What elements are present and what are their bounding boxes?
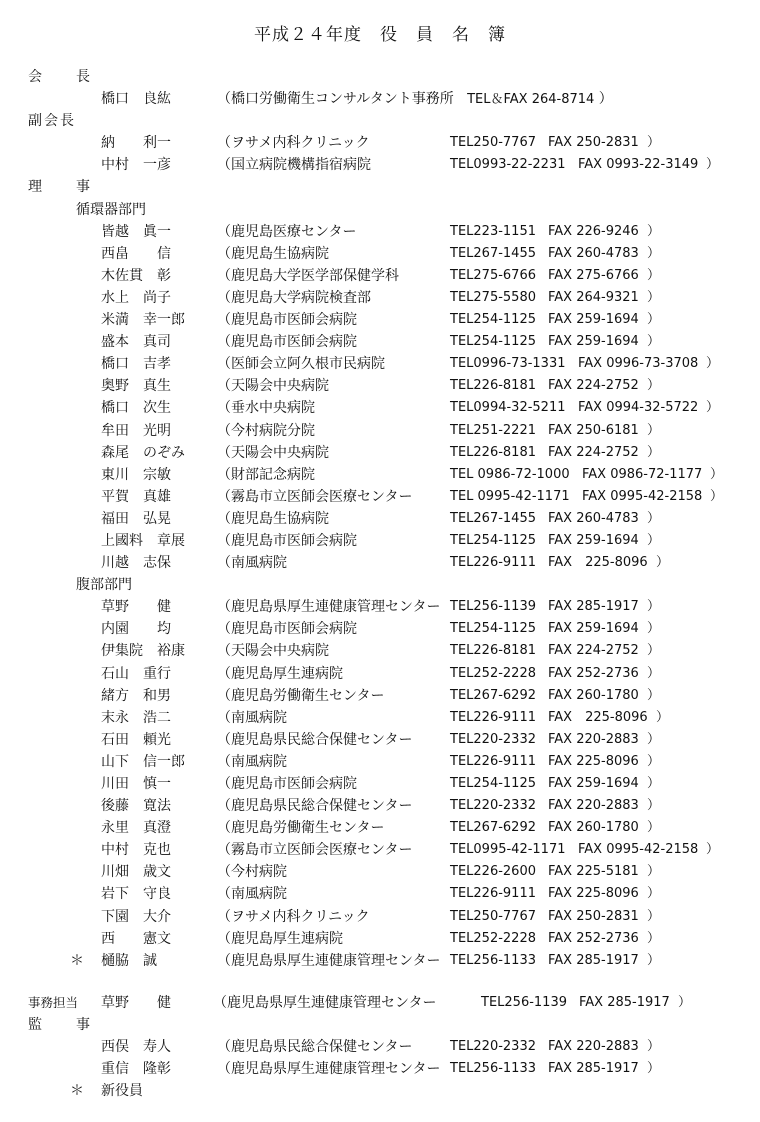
office-row <box>0 992 760 1014</box>
abdominal-member-fax: FAX 285-1917 <box>548 599 639 615</box>
abdominal-member-fax: FAX 285-1917 <box>548 952 639 968</box>
vice-president-fax: FAX 250-2831 <box>548 135 639 151</box>
circulatory-member-affiliation: （天陽会中央病院 <box>217 378 329 395</box>
circulatory-member-fax: FAX 250-6181 <box>548 422 639 438</box>
auditor-affiliation: （鹿児島県民総合保健センター <box>217 1039 413 1056</box>
circulatory-member-row <box>0 265 760 287</box>
circulatory-member-tel: TEL275-5580 <box>450 289 536 305</box>
circulatory-member-affiliation: （鹿児島市医師会病院 <box>217 334 357 351</box>
abdominal-member-name: 草野 健 <box>101 599 171 616</box>
abdominal-member-row <box>0 729 760 751</box>
abdominal-member-tel: TEL226-9111 <box>450 709 536 725</box>
abdominal-member-row <box>0 795 760 817</box>
circulatory-member-name: 盛本 真司 <box>101 334 171 351</box>
abdominal-member-affiliation: （天陽会中央病院 <box>217 643 329 660</box>
circulatory-member-affiliation: （鹿児島大学医学部保健学科 <box>217 267 399 284</box>
circulatory-member-affiliation: （今村病院分院 <box>217 422 315 439</box>
circulatory-member-fax: FAX 260-4783 <box>548 510 639 526</box>
abdominal-section-row <box>0 574 760 596</box>
circulatory-member-affiliation: （南風病院 <box>217 555 287 572</box>
abdominal-member-close: ） <box>647 864 661 880</box>
vice-president-fax: FAX 0993-22-3149 <box>578 157 699 173</box>
circulatory-member-close: ） <box>710 488 724 504</box>
abdominal-member-affiliation: （鹿児島県民総合保健センター <box>217 731 413 748</box>
circulatory-member-fax: FAX 0994-32-5722 <box>578 400 699 416</box>
circulatory-member-close: ） <box>706 356 720 372</box>
circulatory-label: 循環器部門 <box>76 201 146 218</box>
circulatory-member-close: ） <box>647 378 661 394</box>
abdominal-member-affiliation: （今村病院 <box>217 864 287 881</box>
abdominal-member-star: ＊ <box>70 952 84 969</box>
circulatory-member-row <box>0 420 760 442</box>
abdominal-member-name: 石山 重行 <box>101 665 171 682</box>
circulatory-member-affiliation: （鹿児島市医師会病院 <box>217 312 357 329</box>
vice-president-affiliation: （ヲサメ内科クリニック <box>217 135 370 152</box>
abdominal-member-close: ） <box>647 820 661 836</box>
abdominal-member-close: ） <box>706 842 720 858</box>
circulatory-member-close: ） <box>647 334 661 350</box>
vice-president-name: 中村 一彦 <box>101 157 171 174</box>
abdominal-member-affiliation: （鹿児島労働衛生センター <box>217 820 385 837</box>
abdominal-member-row <box>0 640 760 662</box>
abdominal-member-fax: FAX 252-2736 <box>548 665 639 681</box>
circulatory-member-fax: FAX 0986-72-1177 <box>582 466 703 482</box>
circulatory-member-tel: TEL267-1455 <box>450 510 536 526</box>
circulatory-member-affiliation: （霧島市立医師会医療センター <box>217 488 413 505</box>
circulatory-member-fax: FAX 275-6766 <box>548 267 639 283</box>
circulatory-member-close: ） <box>656 555 670 571</box>
president-row <box>0 88 760 110</box>
circulatory-member-tel: TEL0994-32-5211 <box>450 400 566 416</box>
circulatory-member-close: ） <box>647 289 661 305</box>
abdominal-member-name: 西 憲文 <box>101 930 171 947</box>
circulatory-member-affiliation: （鹿児島生協病院 <box>217 245 329 262</box>
abdominal-member-close: ） <box>647 665 661 681</box>
abdominal-member-row <box>0 751 760 773</box>
abdominal-member-tel: TEL267-6292 <box>450 820 536 836</box>
circulatory-member-row <box>0 221 760 243</box>
vice-president-row <box>0 154 760 176</box>
abdominal-member-name: 緒方 和男 <box>101 687 171 704</box>
abdominal-member-affiliation: （鹿児島労働衛生センター <box>217 687 385 704</box>
circulatory-member-tel: TEL226-8181 <box>450 378 536 394</box>
circulatory-member-close: ） <box>647 223 661 239</box>
auditor-name: 重信 隆彰 <box>101 1061 171 1078</box>
auditor-close: ） <box>647 1039 661 1055</box>
abdominal-member-name: 石田 頼光 <box>101 731 171 748</box>
circulatory-member-affiliation: （財部記念病院 <box>217 466 315 483</box>
abdominal-member-fax: FAX 250-2831 <box>548 908 639 924</box>
abdominal-member-name: 樋脇 誠 <box>101 952 157 969</box>
circulatory-member-fax: FAX 264-9321 <box>548 289 639 305</box>
circulatory-member-name: 東川 宗敏 <box>101 466 171 483</box>
abdominal-member-name: 伊集院 裕康 <box>101 643 185 660</box>
abdominal-member-affiliation: （ヲサメ内科クリニック <box>217 908 370 925</box>
abdominal-member-row <box>0 618 760 640</box>
circulatory-member-close: ） <box>647 532 661 548</box>
circulatory-member-row <box>0 287 760 309</box>
circulatory-member-name: 平賀 真雄 <box>101 488 171 505</box>
vice-president-tel: TEL250-7767 <box>450 135 536 151</box>
circulatory-member-row <box>0 530 760 552</box>
circulatory-member-tel: TEL226-9111 <box>450 555 536 571</box>
circulatory-member-affiliation: （鹿児島市医師会病院 <box>217 532 357 549</box>
circulatory-member-tel: TEL 0986-72-1000 <box>450 466 570 482</box>
circulatory-member-affiliation: （医師会立阿久根市民病院 <box>217 356 385 373</box>
circulatory-member-close: ） <box>647 444 661 460</box>
abdominal-member-tel: TEL254-1125 <box>450 776 536 791</box>
circulatory-member-row <box>0 375 760 397</box>
auditor-row <box>0 1058 760 1080</box>
abdominal-member-tel: TEL252-2228 <box>450 930 536 946</box>
circulatory-member-row <box>0 442 760 464</box>
director-section-row <box>0 176 760 198</box>
abdominal-member-affiliation: （霧島市立医師会医療センター <box>217 842 413 859</box>
president-name: 橋口 良紘 <box>101 91 171 108</box>
abdominal-member-close: ） <box>656 709 670 725</box>
president-tel-fax: TEL＆FAX 264-8714 <box>467 92 595 108</box>
abdominal-member-row <box>0 596 760 618</box>
abdominal-member-affiliation: （鹿児島県民総合保健センター <box>217 798 413 815</box>
president-section-row <box>0 66 760 88</box>
auditor-tel: TEL256-1133 <box>450 1061 536 1077</box>
abdominal-member-close: ） <box>647 798 661 814</box>
circulatory-member-tel: TEL223-1151 <box>450 223 536 239</box>
vice-section-row <box>0 110 760 132</box>
vice-president-affiliation: （国立病院機構指宿病院 <box>217 157 371 174</box>
abdominal-member-row <box>0 906 760 928</box>
circulatory-member-fax: FAX 224-2752 <box>548 444 639 460</box>
circulatory-member-row <box>0 397 760 419</box>
circulatory-member-fax: FAX 260-4783 <box>548 245 639 261</box>
abdominal-member-fax: FAX 259-1694 <box>548 776 639 791</box>
circulatory-member-fax: FAX 225-8096 <box>548 555 648 571</box>
abdominal-member-fax: FAX 260-1780 <box>548 687 639 703</box>
abdominal-member-affiliation: （鹿児島県厚生連健康管理センター <box>217 599 441 616</box>
circulatory-member-fax: FAX 0995-42-2158 <box>582 488 703 504</box>
circulatory-member-close: ） <box>647 312 661 328</box>
circulatory-member-name: 水上 尚子 <box>101 289 171 306</box>
circulatory-member-fax: FAX 0996-73-3708 <box>578 356 699 372</box>
circulatory-member-name: 奥野 真生 <box>101 378 171 395</box>
abdominal-member-tel: TEL256-1139 <box>450 599 536 615</box>
circulatory-member-fax: FAX 226-9246 <box>548 223 639 239</box>
circulatory-member-close: ） <box>647 245 661 261</box>
circulatory-member-fax: FAX 259-1694 <box>548 312 639 328</box>
circulatory-member-tel: TEL254-1125 <box>450 532 536 548</box>
circulatory-member-name: 川越 志保 <box>101 555 171 572</box>
abdominal-member-fax: FAX 225-8096 <box>548 886 639 902</box>
circulatory-member-close: ） <box>647 267 661 283</box>
circulatory-member-name: 牟田 光明 <box>101 422 171 439</box>
circulatory-member-name: 福田 弘晃 <box>101 510 171 527</box>
auditor-name: 西俣 寿人 <box>101 1039 171 1056</box>
circulatory-member-tel: TEL254-1125 <box>450 312 536 328</box>
abdominal-member-close: ） <box>647 731 661 747</box>
circulatory-member-name: 橋口 次生 <box>101 400 171 417</box>
abdominal-member-affiliation: （鹿児島市医師会病院 <box>217 621 357 638</box>
abdominal-member-tel: TEL220-2332 <box>450 731 536 747</box>
circulatory-member-affiliation: （天陽会中央病院 <box>217 444 329 461</box>
page-title: 平成２４年度 役 員 名 簿 <box>254 25 506 45</box>
president-affiliation: （橋口労働衛生コンサルタント事務所 TEL＆FAX 264-8714 ） <box>217 91 613 108</box>
circulatory-member-affiliation: （鹿児島生協病院 <box>217 510 329 527</box>
abdominal-member-tel: TEL256-1133 <box>450 952 536 968</box>
office-label: 事務担当 <box>28 994 79 1010</box>
circulatory-member-close: ） <box>647 510 661 526</box>
circulatory-member-row <box>0 353 760 375</box>
office-tel: TEL256-1139 <box>481 994 567 1010</box>
abdominal-member-close: ） <box>647 952 661 968</box>
office-affiliation: （鹿児島県厚生連健康管理センター <box>213 994 437 1011</box>
circulatory-member-tel: TEL267-1455 <box>450 245 536 261</box>
auditor-tel: TEL220-2332 <box>450 1039 536 1055</box>
circulatory-member-name: 米満 幸一郎 <box>101 312 185 329</box>
abdominal-member-row <box>0 773 760 795</box>
circulatory-member-row <box>0 309 760 331</box>
abdominal-member-fax: FAX 225-8096 <box>548 753 639 769</box>
abdominal-member-name: 内園 均 <box>101 621 171 638</box>
abdominal-member-name: 下園 大介 <box>101 908 171 925</box>
vice-president-tel: TEL0993-22-2231 <box>450 157 566 173</box>
abdominal-member-tel: TEL254-1125 <box>450 621 536 637</box>
office-close: ） <box>678 994 692 1010</box>
abdominal-member-tel: TEL0995-42-1171 <box>450 842 566 858</box>
abdominal-member-affiliation: （南風病院 <box>217 886 287 903</box>
auditor-section-row <box>0 1014 760 1036</box>
abdominal-member-close: ） <box>647 886 661 902</box>
abdominal-member-close: ） <box>647 599 661 615</box>
circulatory-member-fax: FAX 259-1694 <box>548 532 639 548</box>
note-star: ＊ <box>70 1083 84 1100</box>
circulatory-member-tel: TEL0996-73-1331 <box>450 356 566 372</box>
circulatory-member-fax: FAX 224-2752 <box>548 378 639 394</box>
circulatory-member-row <box>0 464 760 486</box>
circulatory-member-row <box>0 243 760 265</box>
vice-president-close: ） <box>647 135 661 151</box>
abdominal-label: 腹部部門 <box>76 577 132 594</box>
circulatory-member-fax: FAX 259-1694 <box>548 334 639 350</box>
circulatory-member-tel: TEL275-6766 <box>450 267 536 283</box>
abdominal-member-close: ） <box>647 908 661 924</box>
circulatory-member-close: ） <box>647 422 661 438</box>
auditor-affiliation: （鹿児島県厚生連健康管理センター <box>217 1061 441 1078</box>
abdominal-member-name: 川畑 歳文 <box>101 864 171 881</box>
abdominal-member-name: 川田 慎一 <box>101 776 171 792</box>
abdominal-member-tel: TEL250-7767 <box>450 908 536 924</box>
circulatory-member-affiliation: （垂水中央病院 <box>217 400 315 417</box>
abdominal-member-affiliation: （鹿児島厚生連病院 <box>217 665 343 682</box>
note-row <box>0 1080 760 1102</box>
circulatory-member-row <box>0 486 760 508</box>
note-label: 新役員 <box>101 1083 143 1100</box>
circulatory-member-name: 上國料 章展 <box>101 532 185 549</box>
abdominal-member-close: ） <box>647 930 661 946</box>
abdominal-member-fax: FAX 225-5181 <box>548 864 639 880</box>
abdominal-member-tel: TEL252-2228 <box>450 665 536 681</box>
abdominal-member-affiliation: （南風病院 <box>217 709 287 726</box>
abdominal-member-name: 永里 真澄 <box>101 820 171 837</box>
abdominal-member-fax: FAX 252-2736 <box>548 930 639 946</box>
abdominal-member-close: ） <box>647 643 661 659</box>
abdominal-member-tel: TEL267-6292 <box>450 687 536 703</box>
abdominal-member-tel: TEL226-9111 <box>450 886 536 902</box>
vice-president-name: 納 利一 <box>101 135 171 152</box>
abdominal-member-row <box>0 707 760 729</box>
circulatory-member-row <box>0 508 760 530</box>
abdominal-member-fax: FAX 260-1780 <box>548 820 639 836</box>
circulatory-section-row <box>0 199 760 221</box>
auditor-fax: FAX 285-1917 <box>548 1061 639 1077</box>
president-label: 会 長 <box>28 69 92 85</box>
circulatory-member-affiliation: （鹿児島大学病院検査部 <box>217 289 371 306</box>
abdominal-member-row <box>0 928 760 950</box>
abdominal-member-affiliation: （鹿児島市医師会病院 <box>217 776 357 792</box>
abdominal-member-name: 末永 浩二 <box>101 709 171 726</box>
circulatory-member-row <box>0 552 760 574</box>
circulatory-member-tel: TEL251-2221 <box>450 422 536 438</box>
abdominal-member-fax: FAX 0995-42-2158 <box>578 842 699 858</box>
auditor-close: ） <box>647 1061 661 1077</box>
office-name: 草野 健 <box>101 994 171 1011</box>
auditor-label: 監 事 <box>28 1016 92 1033</box>
vice-president-row <box>0 132 760 154</box>
abdominal-member-tel: TEL226-2600 <box>450 864 536 880</box>
circulatory-member-row <box>0 331 760 353</box>
circulatory-member-name: 西畠 信 <box>101 245 171 262</box>
abdominal-member-tel: TEL226-9111 <box>450 753 536 769</box>
abdominal-member-row <box>0 883 760 905</box>
abdominal-member-name: 中村 克也 <box>101 842 171 859</box>
abdominal-member-row <box>0 861 760 883</box>
abdominal-member-close: ） <box>647 776 661 791</box>
abdominal-member-tel: TEL226-8181 <box>450 643 536 659</box>
circulatory-member-close: ） <box>706 400 720 416</box>
circulatory-member-name: 皆越 眞一 <box>101 223 171 240</box>
abdominal-member-fax: FAX 259-1694 <box>548 621 639 637</box>
abdominal-member-fax: FAX 225-8096 <box>548 709 648 725</box>
circulatory-member-tel: TEL254-1125 <box>450 334 536 350</box>
vice-president-label: 副会長 <box>28 113 76 130</box>
circulatory-member-name: 森尾 のぞみ <box>101 444 185 461</box>
abdominal-member-row <box>0 817 760 839</box>
abdominal-member-affiliation: （鹿児島厚生連病院 <box>217 930 343 947</box>
abdominal-member-name: 岩下 守良 <box>101 886 171 903</box>
abdominal-member-row <box>0 663 760 685</box>
abdominal-member-fax: FAX 220-2883 <box>548 798 639 814</box>
auditor-row <box>0 1036 760 1058</box>
office-fax: FAX 285-1917 <box>579 994 670 1010</box>
circulatory-member-affiliation: （鹿児島医療センター <box>217 223 357 240</box>
abdominal-member-affiliation: （鹿児島県厚生連健康管理センター <box>217 952 441 969</box>
circulatory-member-tel: TEL226-8181 <box>450 444 536 460</box>
abdominal-member-name: 後藤 寛法 <box>101 798 171 815</box>
abdominal-member-close: ） <box>647 753 661 769</box>
director-label: 理 事 <box>28 179 92 196</box>
circulatory-member-name: 橋口 吉孝 <box>101 356 171 373</box>
abdominal-member-close: ） <box>647 687 661 703</box>
circulatory-member-close: ） <box>710 466 724 482</box>
abdominal-member-row <box>0 950 760 972</box>
abdominal-member-affiliation: （南風病院 <box>217 753 287 770</box>
abdominal-member-row <box>0 839 760 861</box>
abdominal-member-close: ） <box>647 621 661 637</box>
circulatory-member-tel: TEL 0995-42-1171 <box>450 488 570 504</box>
abdominal-member-fax: FAX 224-2752 <box>548 643 639 659</box>
abdominal-member-tel: TEL220-2332 <box>450 798 536 814</box>
vice-president-close: ） <box>706 157 720 173</box>
abdominal-member-row <box>0 685 760 707</box>
abdominal-member-fax: FAX 220-2883 <box>548 731 639 747</box>
auditor-fax: FAX 220-2883 <box>548 1039 639 1055</box>
officer-list <box>0 66 760 1102</box>
abdominal-member-name: 山下 信一郎 <box>101 753 185 770</box>
circulatory-member-name: 木佐貫 彰 <box>101 267 171 284</box>
